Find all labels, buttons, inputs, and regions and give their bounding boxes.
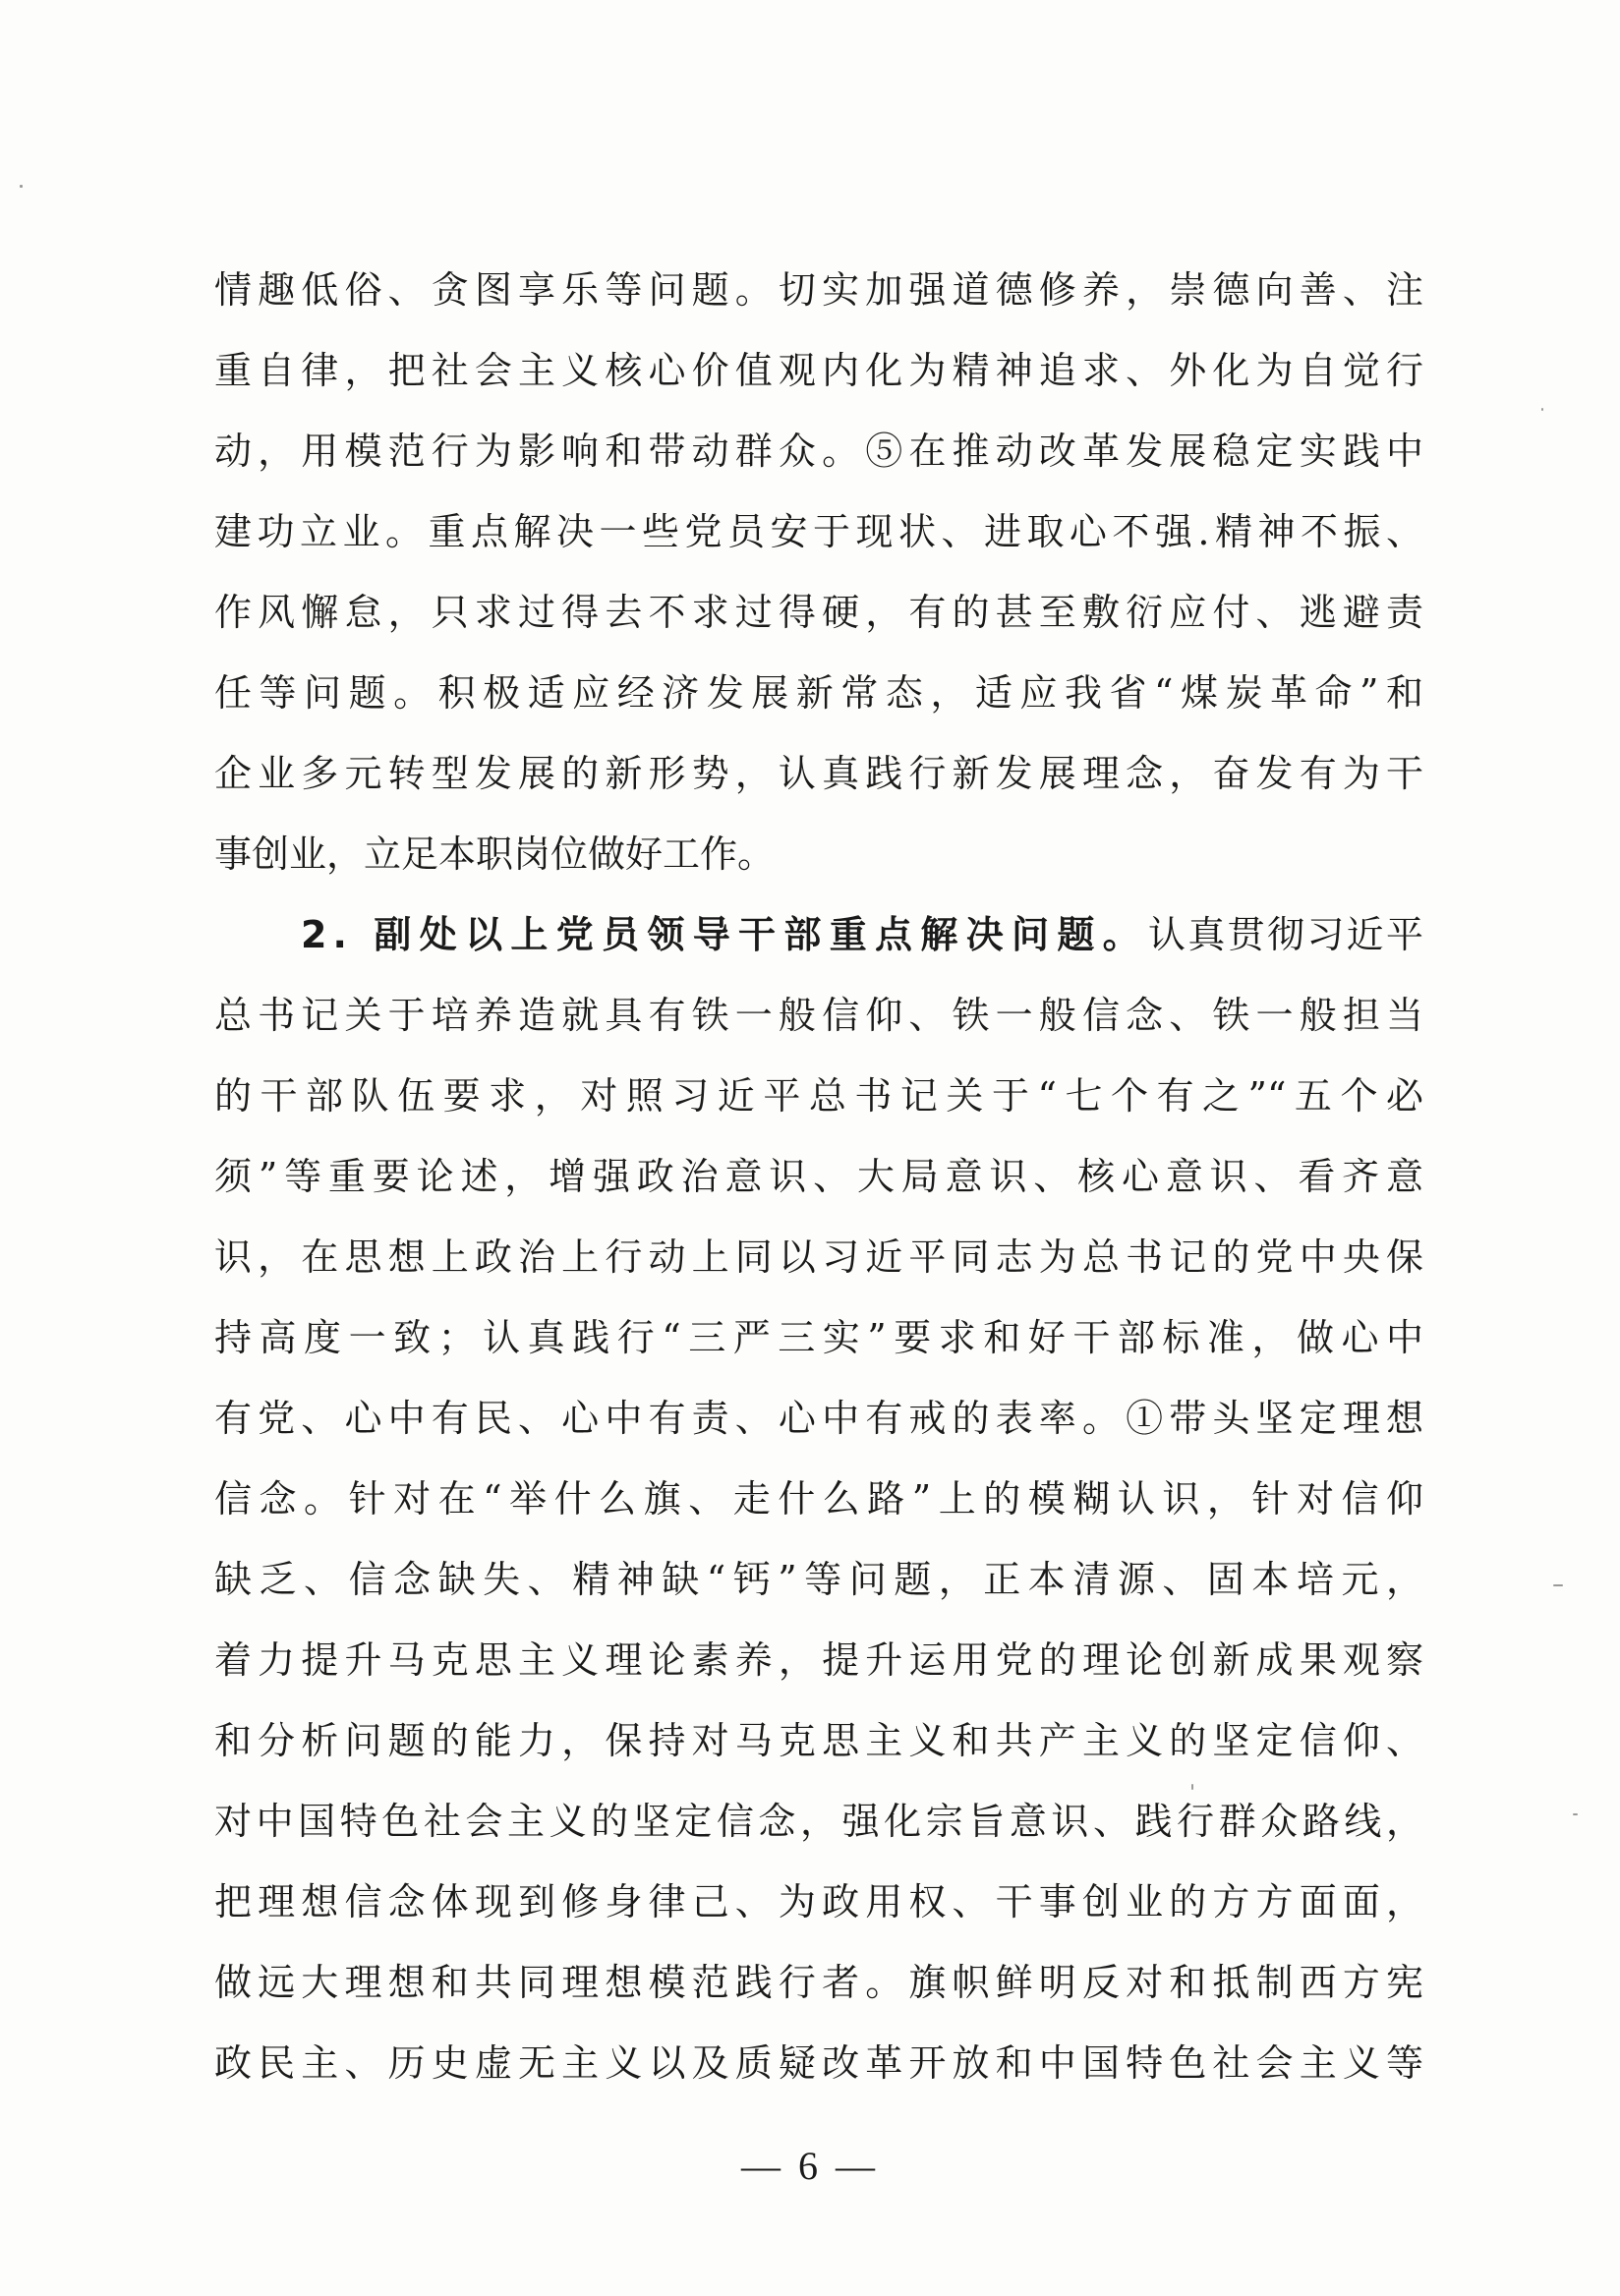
scan-speck (1541, 408, 1543, 411)
text-line: 对中国特色社会主义的坚定信念，强化宗旨意识、践行群众路线， (214, 1800, 1423, 1843)
section-heading-line (214, 900, 1423, 969)
text-line: 重自律，把社会主义核心价值观内化为精神追求、外化为自觉行 (214, 349, 1423, 392)
text-line: 建功立业。重点解决一些党员安于现状、进取心不强.精神不振、 (214, 510, 1423, 553)
scan-speck (1191, 1784, 1193, 1790)
section-heading: 2. 副处以上党员领导干部重点解决问题。 (301, 913, 1149, 956)
text-line: 企业多元转型发展的新形势，认真践行新发展理念，奋发有为干 (214, 752, 1423, 795)
text-line: 情趣低俗、贪图享乐等问题。切实加强道德修养，崇德向善、注 (214, 268, 1423, 312)
text-line: 缺乏、信念缺失、精神缺“钙”等问题，正本清源、固本培元， (214, 1558, 1423, 1601)
text-line: 信念。针对在“举什么旗、走什么路”上的模糊认识，针对信仰 (214, 1477, 1423, 1521)
text-line: 做远大理想和共同理想模范践行者。旗帜鲜明反对和抵制西方宪 (214, 1961, 1423, 2004)
text-line: 有党、心中有民、心中有责、心中有戒的表率。①带头坚定理想 (214, 1397, 1423, 1440)
scan-speck (20, 185, 23, 188)
scan-speck (1573, 1813, 1578, 1815)
scan-speck (1553, 1584, 1563, 1586)
text-line: 政民主、历史虚无主义以及质疑改革开放和中国特色社会主义等 (214, 2041, 1423, 2085)
text-line: 任等问题。积极适应经济发展新常态，适应我省“煤炭革命”和 (214, 671, 1423, 715)
text-line: 的干部队伍要求，对照习近平总书记关于“七个有之”“五个必 (214, 1074, 1423, 1118)
text-line: 总书记关于培养造就具有铁一般信仰、铁一般信念、铁一般担当 (214, 994, 1423, 1037)
text-line: 和分析问题的能力，保持对马克思主义和共产主义的坚定信仰、 (214, 1719, 1423, 1762)
text-line: 动，用模范行为影响和带动群众。⑤在推动改革发展稳定实践中 (214, 430, 1423, 473)
text-line: 持高度一致；认真践行“三严三实”要求和好干部标准，做心中 (214, 1316, 1423, 1359)
text-line: 须”等重要论述，增强政治意识、大局意识、核心意识、看齐意 (214, 1155, 1423, 1198)
text-run: 认真贯彻习近平 (1148, 913, 1423, 956)
text-line: 作风懈怠，只求过得去不求过得硬，有的甚至敷衍应付、逃避责 (214, 591, 1423, 634)
text-line: 着力提升马克思主义理论素养，提升运用党的理论创新成果观察 (214, 1638, 1423, 1682)
text-line: 识，在思想上政治上行动上同以习近平同志为总书记的党中央保 (214, 1235, 1423, 1279)
text-line: 把理想信念体现到修身律己、为政用权、干事创业的方方面面， (214, 1880, 1423, 1923)
text-line: 事创业，立足本职岗位做好工作。 (214, 832, 776, 876)
page-number: — 6 — (741, 2144, 879, 2188)
